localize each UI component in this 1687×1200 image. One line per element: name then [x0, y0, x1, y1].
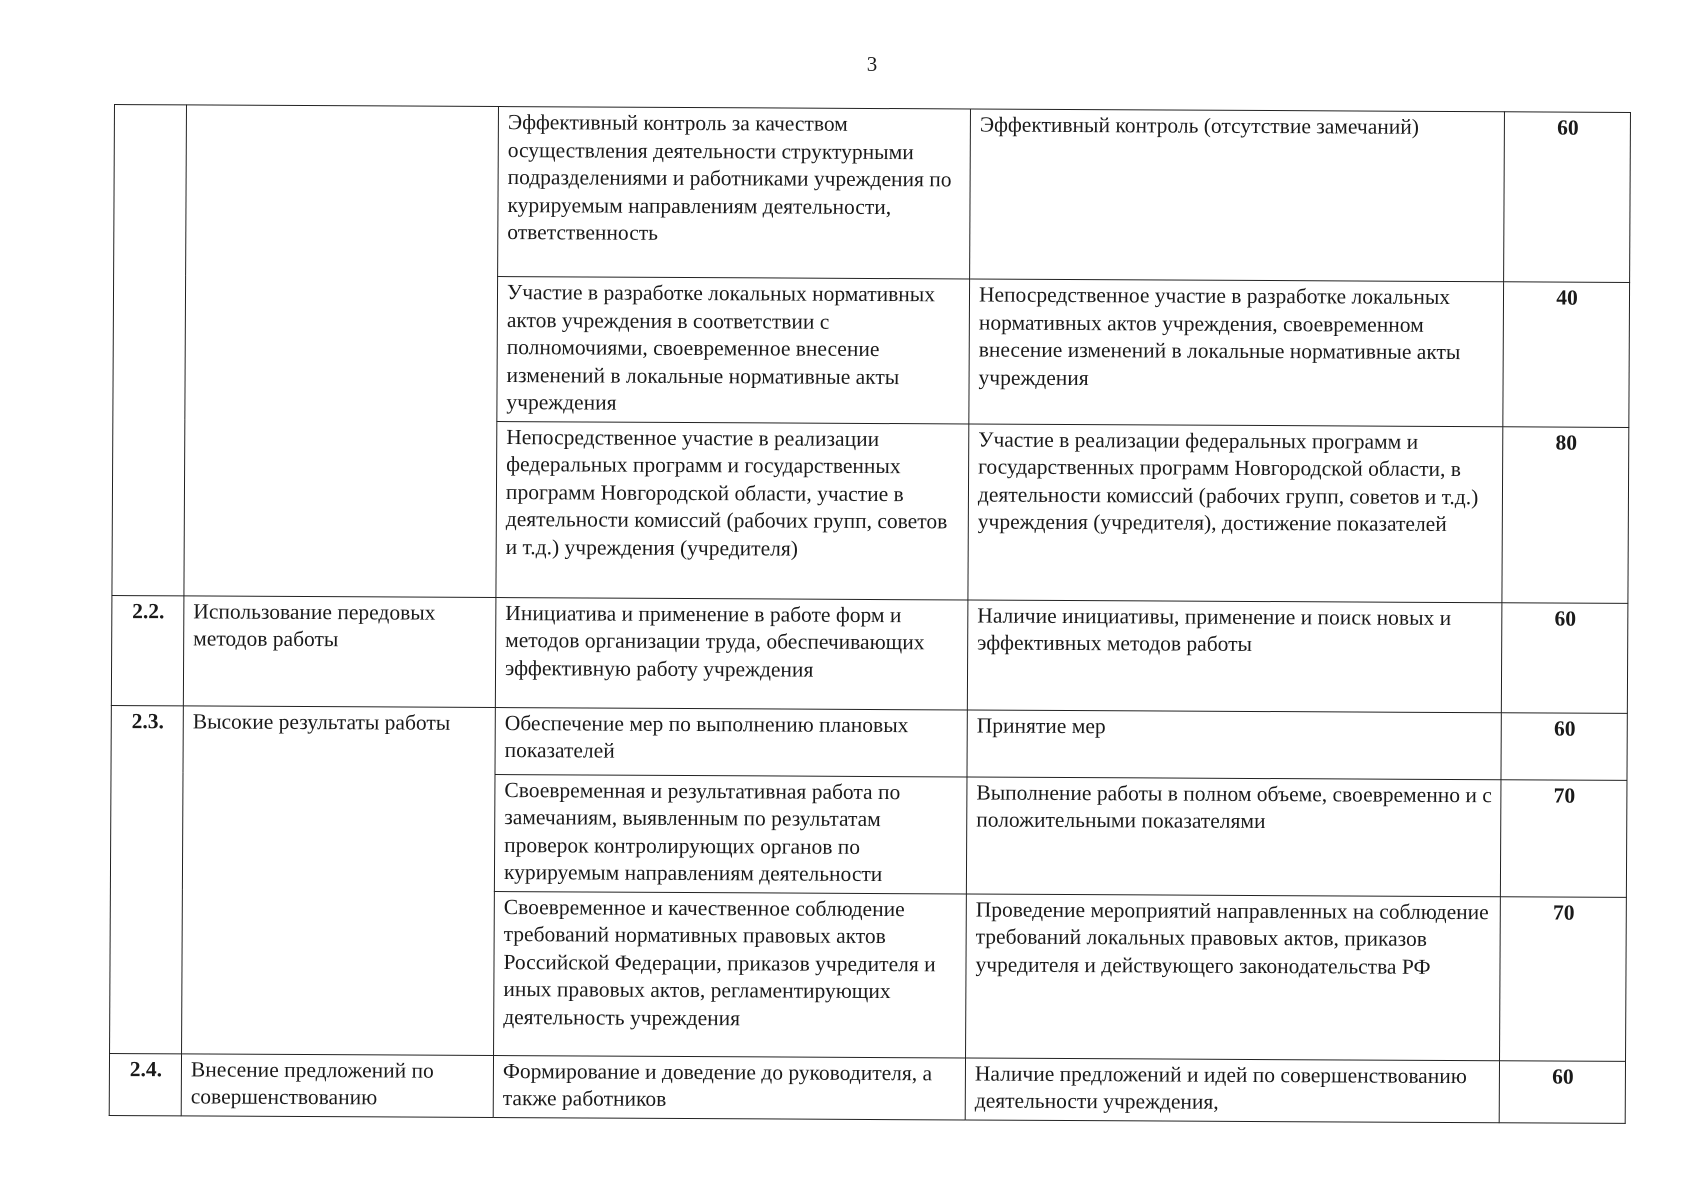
page-number: 3 — [866, 52, 878, 76]
criterion-cell: Внесение предложений по совершенствованию — [181, 1053, 493, 1117]
indicator-cell: Формирование и доведение до руководителя, а также работников — [493, 1055, 965, 1119]
criteria-table — [109, 104, 1631, 1123]
score-cell: 70 — [1500, 779, 1627, 897]
row-number: 2.2. — [111, 595, 184, 705]
score-cell: 60 — [1504, 112, 1631, 283]
score-cell: 40 — [1503, 282, 1630, 427]
table-row — [111, 595, 1628, 713]
criterion-cell: Использование передовых методов работы — [183, 595, 496, 707]
score-cell: 60 — [1501, 712, 1627, 780]
indicator-cell: Своевременное и качественное соблюдение требований нормативных правовых актов Российской Федерации, приказов учредителя и иных правовых актов, регламентирующих деятельность учреждения — [494, 891, 967, 1057]
score-cell: 80 — [1502, 426, 1629, 603]
row-number: 2.4. — [109, 1053, 181, 1115]
table-row — [114, 105, 1631, 283]
evaluation-cell: Эффективный контроль (отсутствие замечаний) — [970, 109, 1505, 282]
indicator-cell: Обеспечение мер по выполнению плановых показателей — [495, 707, 967, 776]
evaluation-cell: Наличие предложений и идей по совершенствованию деятельности учреждения, — [965, 1057, 1499, 1122]
indicator-cell: Инициатива и применение в работе форм и методов организации труда, обеспечивающих эффективную работу учреждения — [495, 597, 968, 709]
indicator-cell: Своевременная и результативная работа по замечаниям, выявленным по результатам проверок контролирующих органов по курируемым направлениям деятельности — [494, 774, 967, 893]
evaluation-cell: Проведение мероприятий направленных на соблюдение требований локальных правовых актов, приказов учредителя и действующего законодательства РФ — [966, 893, 1501, 1060]
indicator-cell: Эффективный контроль за качеством осуществления деятельности структурными подразделениями и работниками учреждения по курируемым направлениям деятельности, ответственность — [498, 107, 971, 279]
evaluation-cell: Непосредственное участие в разработке локальных нормативных актов учреждения, своевременном внесение изменений в локальные нормативные акты учреждения — [969, 279, 1504, 426]
evaluation-cell: Выполнение работы в полном объеме, своевременно и с положительными показателями — [966, 776, 1501, 896]
indicator-cell: Непосредственное участие в реализации федеральных программ и государственных программ Новгородской области, участие в деятельности комиссий (рабочих групп, советов и т.д.) учреждения (учредителя) — [496, 421, 969, 599]
indicator-cell: Участие в разработке локальных нормативных актов учреждения в соответствии с полномочиями, своевременное внесение изменений в локальные нормативные акты учреждения — [497, 277, 970, 424]
criterion-cell — [184, 105, 499, 597]
row-number: 2.3. — [110, 705, 184, 1053]
score-cell: 60 — [1501, 602, 1628, 713]
evaluation-cell: Принятие мер — [967, 709, 1501, 779]
score-cell: 60 — [1499, 1060, 1625, 1123]
table-row — [109, 1053, 1625, 1123]
evaluation-cell: Участие в реализации федеральных программ и государственных программ Новгородской области, в деятельности комиссий (рабочих групп, советов и т.д.) учреждения (учредителя), достижение показателей — [968, 423, 1503, 602]
criterion-cell: Высокие результаты работы — [182, 705, 496, 1055]
row-number — [112, 105, 187, 596]
evaluation-cell: Наличие инициативы, применение и поиск новых и эффективных методов работы — [967, 599, 1502, 712]
score-cell: 70 — [1500, 896, 1627, 1061]
table-row — [111, 705, 1627, 780]
